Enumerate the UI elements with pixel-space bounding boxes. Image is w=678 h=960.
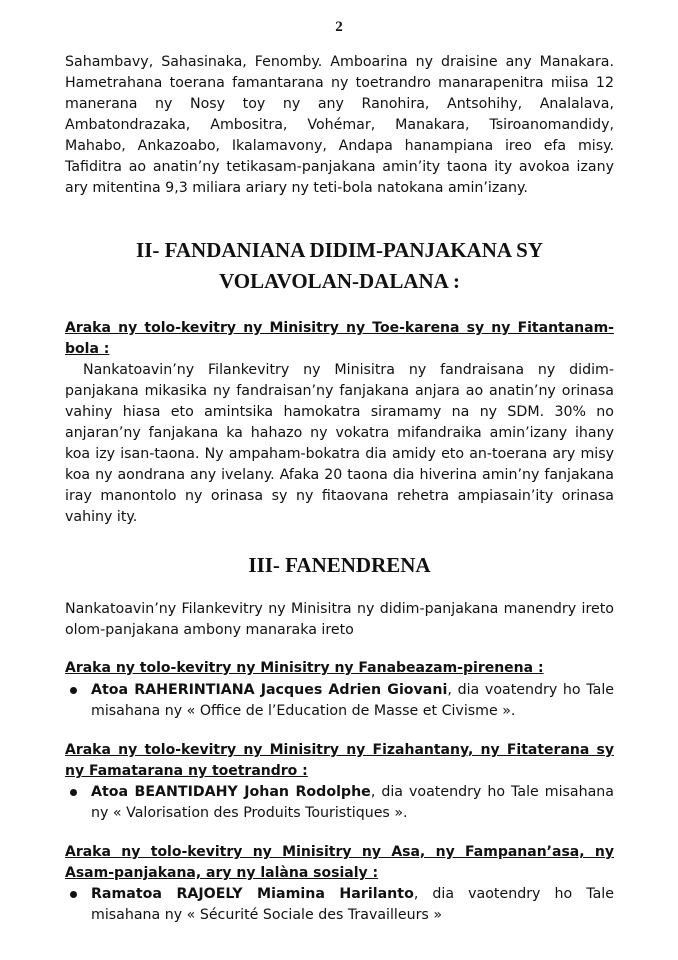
bullet-icon <box>70 789 77 796</box>
bullet-icon <box>70 687 77 694</box>
appointment-item-3 <box>65 884 614 926</box>
section-3-intro: Nankatoavin’ny Filankevitry ny Minisitra ny didim-panjakana manendry ireto olom-panjakana ambony manaraka ireto <box>65 601 614 638</box>
appointment-ministry-1: Araka ny tolo-kevitry ny Minisitry ny Fanabeazam-pirenena : <box>65 660 544 676</box>
appointment-text: , dia voatendry ho Tale misahana ny « Office de l’Education de Masse et Civisme ». <box>91 682 614 719</box>
appointee-name: Atoa BEANTIDAHY Johan Rodolphe <box>91 784 371 800</box>
appointment-item-2 <box>65 782 614 824</box>
appointment-text: , dia voatendry ho Tale misahana ny « Valorisation des Produits Touristiques ». <box>91 784 614 821</box>
page-number: 2 <box>335 19 343 35</box>
intro-paragraph: Sahambavy, Sahasinaka, Fenomby. Amboarina ny draisine any Manakara. Hametrahana toerana famantarana ny toetrandro manarapenitra miisa 12 manerana ny Nosy toy ny any Ranohira, Antsohihy, Analalava, Ambatondrazaka, Ambositra, Vohémar, Manakara, Tsiroanomandidy, Mahabo, Ankazoabo, Ikalamavony, Andapa hanampiana ireo efa misy. Tafiditra ao anatin’ny tetikasam-panjakana amin’ity taona ity avokoa izany ary mitentina 9,3 miliara ariary ny teti-bola natokana amin’izany. <box>65 54 614 196</box>
bullet-icon <box>70 891 77 898</box>
section-2-paragraph: Nankatoavin’ny Filankevitry ny Minisitra ny fandraisana ny didim-panjakana mikasika ny fandraisan’ny fanjakana anjara ao anatin’ny orinasa vahiny hiasa eto amintsika hamokatra siramamy na ny SDM. 30% no anjaran’ny fanjakana ka hahazo ny vokatra mifandraika amin’izany ihany koa izy isan-taona. Ny ampaham-bokatra dia amidy eto an-toerana ary misy koa ny aondrana any ivelany. Afaka 20 taona dia hiverina amin’ny fanjakana iray manontolo ny orinasa sy ny fitaovana rehetra ampiasain’ity orinasa vahiny ity. <box>65 362 614 525</box>
appointment-ministry-3: Araka ny tolo-kevitry ny Minisitry ny Asa, ny Fampanan’asa, ny Asam-panjakana, ary ny lalàna sosialy : <box>65 844 614 881</box>
appointee-name: Atoa RAHERINTIANA Jacques Adrien Giovani <box>91 682 448 698</box>
section-2-heading: II- FANDANIANA DIDIM-PANJAKANA SY VOLAVOLAN-DALANA : <box>136 238 543 293</box>
appointee-name: Ramatoa RAJOELY Miamina Harilanto <box>91 886 414 902</box>
appointment-ministry-2: Araka ny tolo-kevitry ny Minisitry ny Fizahantany, ny Fitaterana sy ny Famatarana ny toetrandro : <box>65 742 614 779</box>
appointment-text: , dia vaotendry ho Tale misahana ny « Sécurité Sociale des Travailleurs » <box>91 886 614 923</box>
appointment-item-1 <box>65 680 614 722</box>
section-2-subtitle: Araka ny tolo-kevitry ny Minisitry ny Toe-karena sy ny Fitantanam-bola : <box>65 320 614 357</box>
section-3-heading: III- FANENDRENA <box>248 553 431 577</box>
